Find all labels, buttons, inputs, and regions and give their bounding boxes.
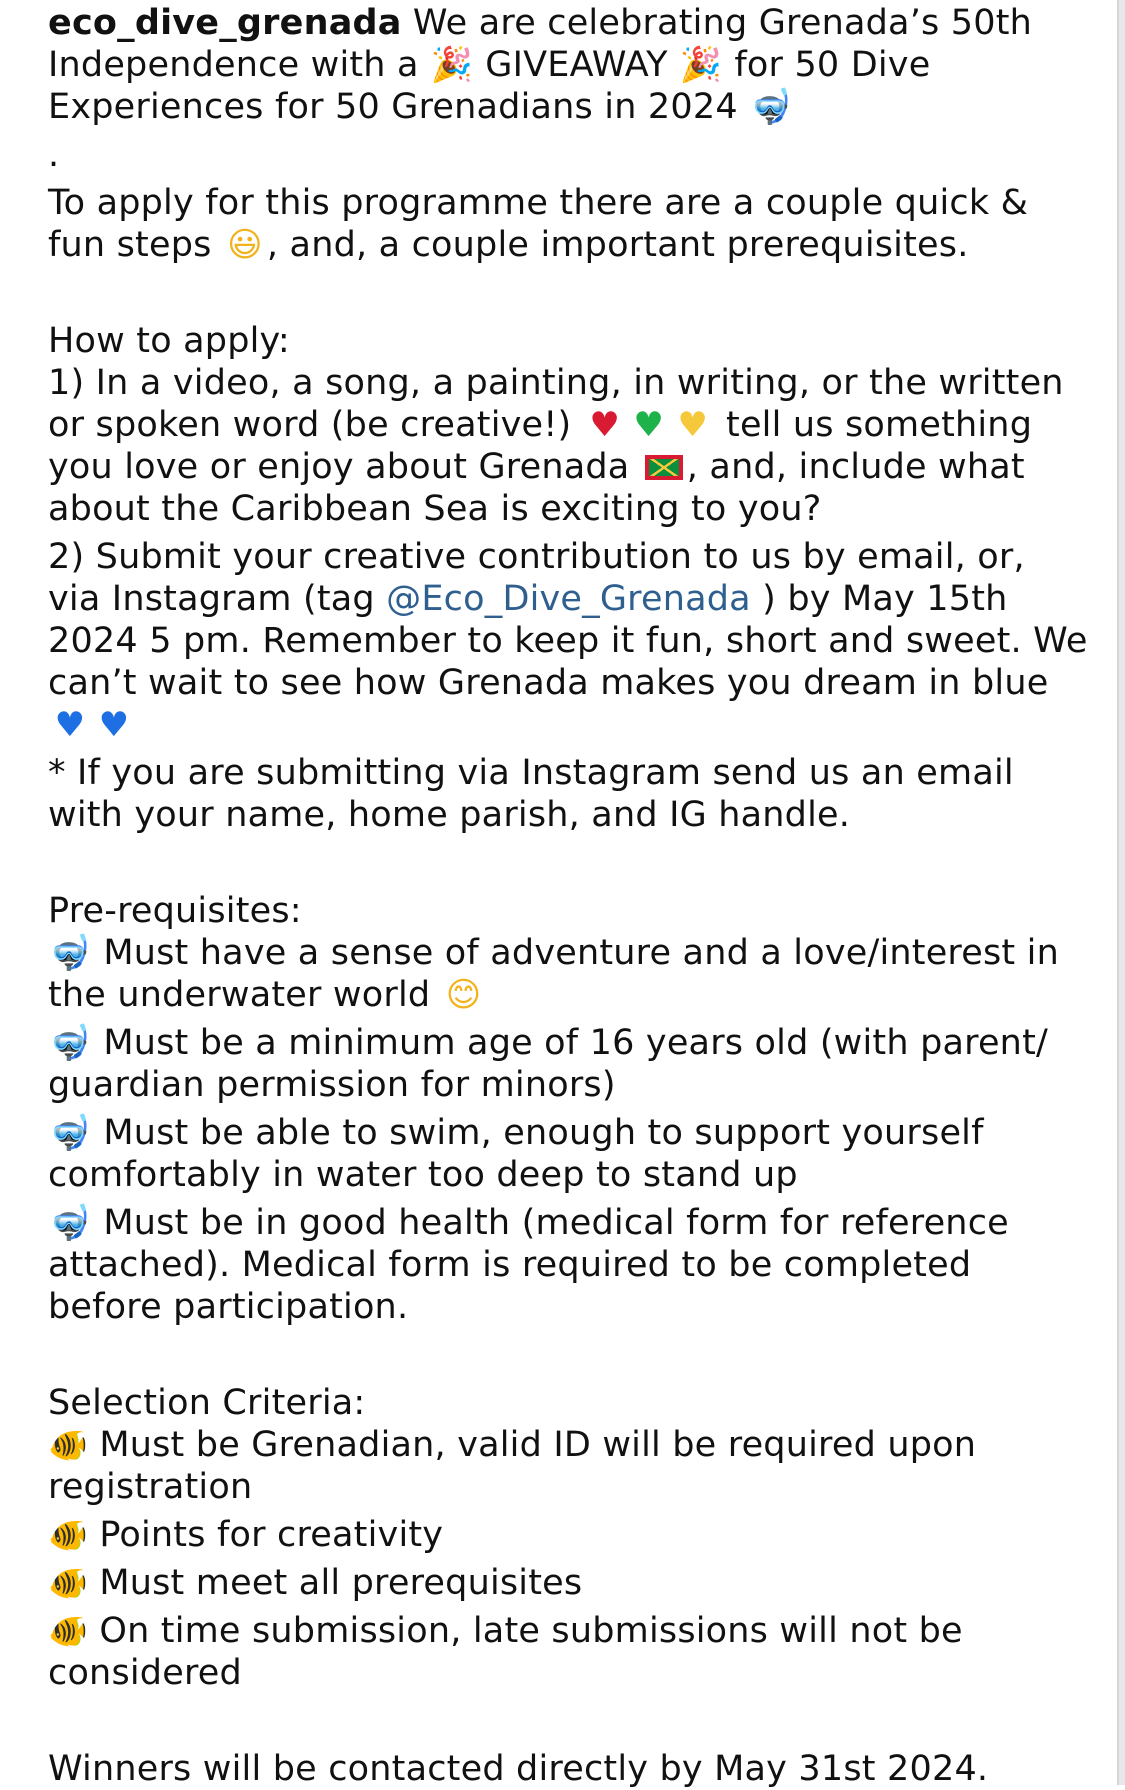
- blue-heart-icon: ♥: [54, 705, 86, 745]
- list-item: 🤿 Must have a sense of adventure and a love/interest in the underwater world 😊: [48, 933, 1059, 1015]
- tropical-fish-icon: 🐠: [48, 1516, 89, 1554]
- username-link[interactable]: eco_dive_grenada: [48, 3, 402, 43]
- mention-link[interactable]: @Eco_Dive_Grenada: [386, 579, 751, 619]
- yellow-heart-icon: ♥: [677, 405, 709, 445]
- selection-criteria-heading: Selection Criteria:: [48, 1383, 366, 1423]
- tropical-fish-icon: 🐠: [48, 1612, 89, 1650]
- grinning-face-icon: 😃: [227, 225, 263, 265]
- smiling-face-icon: 😊: [445, 975, 482, 1015]
- diving-mask-icon: 🤿: [48, 933, 92, 973]
- step-1: 1) In a video, a song, a painting, in writing, or the written or spoken word (be creative!) ♥ ♥ ♥ tell us something you love or enjoy about Grenada , and, include what about the Caribbean Sea is exciting to you?: [48, 363, 1064, 529]
- diving-mask-icon: 🤿: [749, 87, 793, 127]
- diving-mask-icon: 🤿: [48, 1113, 92, 1153]
- apply-intro: To apply for this programme there are a couple quick & fun steps 😃 , and, a couple important prerequisites.: [48, 183, 1029, 265]
- how-to-apply-heading: How to apply:: [48, 321, 290, 361]
- diving-mask-icon: 🤿: [48, 1023, 92, 1063]
- panel-edge: [1119, 0, 1125, 1785]
- green-heart-icon: ♥: [633, 405, 665, 445]
- grenada-flag-icon: [645, 455, 683, 480]
- diving-mask-icon: 🤿: [48, 1203, 92, 1243]
- list-item: 🐠 Must meet all prerequisites: [48, 1563, 583, 1603]
- list-item: 🤿 Must be a minimum age of 16 years old (with parent/ guardian permission for minors): [48, 1023, 1048, 1105]
- caption-intro: eco_dive_grenada We are celebrating Grenada’s 50th Independence with a 🎉 GIVEAWAY 🎉 for 50 Dive Experiences for 50 Grenadians in 2024 🤿: [48, 3, 1033, 127]
- step-2: 2) Submit your creative contribution to us by email, or, via Instagram (tag @Eco_Dive_Grenada ) by May 15th 2024 5 pm. Remember to keep it fun, short and sweet. We can’t wait to see how Grenada makes you dream in blue ♥ ♥: [48, 537, 1088, 745]
- list-item: 🐠 Points for creativity: [48, 1515, 444, 1555]
- list-item: 🤿 Must be in good health (medical form for reference attached). Medical form is required to be completed before participation.: [48, 1203, 1009, 1327]
- list-item: 🐠 On time submission, late submissions will not be considered: [48, 1611, 963, 1693]
- party-popper-icon: 🎉: [430, 45, 474, 85]
- tropical-fish-icon: 🐠: [48, 1564, 89, 1602]
- blue-heart-icon: ♥: [98, 705, 130, 745]
- post-caption: [48, 2, 1088, 1790]
- red-heart-icon: ♥: [589, 405, 621, 445]
- tropical-fish-icon: 🐠: [48, 1426, 89, 1464]
- party-popper-icon: 🎉: [679, 45, 723, 85]
- list-item: 🐠 Must be Grenadian, valid ID will be required upon registration: [48, 1425, 977, 1507]
- separator-dot: .: [48, 135, 60, 175]
- closing-note: Winners will be contacted directly by May 31st 2024.: [48, 1749, 989, 1789]
- list-item: 🤿 Must be able to swim, enough to support yourself comfortably in water too deep to stand up: [48, 1113, 984, 1195]
- prerequisites-heading: Pre-requisites:: [48, 891, 302, 931]
- instagram-note: * If you are submitting via Instagram send us an email with your name, home parish, and IG handle.: [48, 753, 1014, 835]
